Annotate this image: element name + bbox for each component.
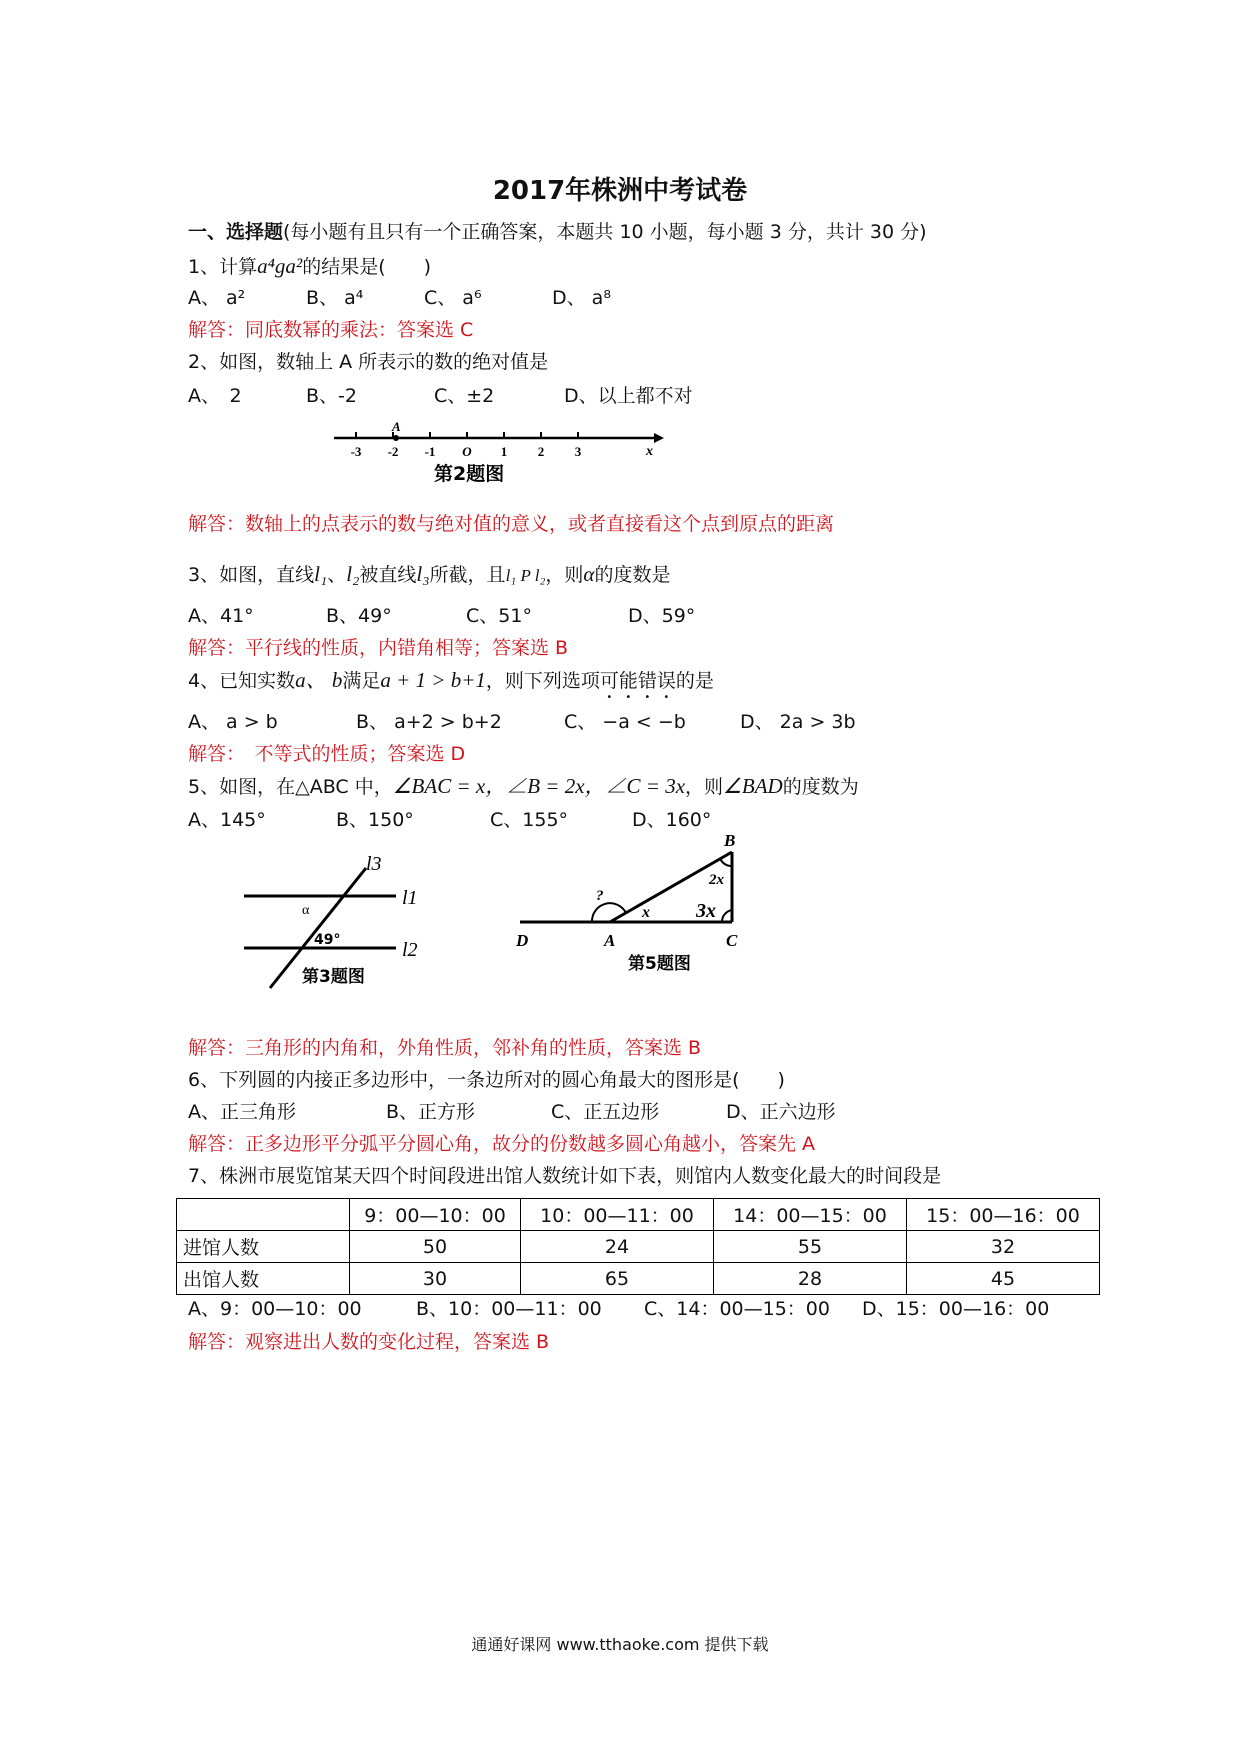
table-row-label: 出馆人数	[177, 1263, 350, 1295]
figure-2-caption: 第2题图	[434, 463, 505, 485]
q5-stem	[188, 774, 859, 799]
q2-answer: 解答：数轴上的点表示的数与绝对值的意义，或者直接看这个点到原点的距离	[188, 513, 835, 535]
q5-option-a: A、145°	[188, 809, 266, 831]
q6-stem: 6、下列圆的内接正多边形中，一条边所对的圆心角最大的图形是( )	[188, 1069, 785, 1091]
q3-option-a: A、41°	[188, 605, 254, 627]
label-3x: 3x	[696, 900, 716, 922]
q5-text-b: ，则	[685, 776, 724, 798]
table-row	[177, 1263, 1100, 1295]
figure-3-caption: 第3题图	[302, 967, 365, 987]
label-l2: l2	[402, 939, 418, 961]
q1-option-a: A、 a²	[188, 287, 246, 309]
q4-variables: a、 b	[295, 668, 343, 692]
table-cell: 55	[714, 1231, 907, 1263]
number-line-tick-label: -2	[387, 444, 399, 459]
section-heading	[188, 220, 927, 244]
q4-option-a: A、 a > b	[188, 711, 278, 733]
q3-parallel: l₁ P l₂	[505, 566, 546, 585]
number-line-tick-label: -1	[424, 444, 436, 459]
q6-option-b: B、正方形	[386, 1101, 476, 1123]
table-corner	[177, 1199, 350, 1231]
q1-answer: 解答：同底数幂的乘法：答案选 C	[188, 319, 474, 341]
figure-5-triangle	[508, 828, 768, 978]
label-l1: l1	[402, 887, 418, 909]
number-line-tick-label: 3	[574, 444, 582, 459]
q1-stem	[188, 254, 431, 279]
axis-x-label: x	[646, 444, 653, 459]
q3-options	[188, 604, 695, 628]
table-cell: 28	[714, 1263, 907, 1295]
q2-options	[188, 384, 693, 408]
q2-stem: 2、如图，数轴上 A 所表示的数的绝对值是	[188, 351, 549, 373]
section-note: (每小题有且只有一个正确答案，本题共 10 小题，每小题 3 分，共计 30 分)	[283, 221, 927, 243]
label-l3: l3	[366, 853, 382, 875]
table-cell: 24	[521, 1231, 714, 1263]
q4-answer: 解答： 不等式的性质；答案选 D	[188, 743, 466, 765]
number-line-tick-label: -3	[350, 444, 362, 459]
vertex-a: A	[604, 931, 616, 950]
vertex-b: B	[724, 831, 736, 850]
q2-option-d: D、以上都不对	[564, 385, 693, 407]
table-col-header: 9：00—10：00	[350, 1199, 521, 1231]
q3-text-c: 所截，且	[429, 564, 506, 586]
q3-line-l2: l₂	[346, 562, 360, 586]
page-title: 2017年株洲中考试卷	[492, 176, 748, 206]
q1-option-d: D、 a⁸	[552, 287, 611, 309]
label-2x: 2x	[709, 872, 724, 888]
q3-text-a: 3、如图，直线	[188, 564, 315, 586]
q7-option-c: C、14：00—15：00	[644, 1298, 830, 1320]
q5-answer: 解答：三角形的内角和，外角性质，邻补角的性质，答案选 B	[188, 1037, 702, 1059]
q3-text-e: 的度数是	[594, 564, 671, 586]
vertex-d: D	[516, 931, 529, 950]
label-question: ?	[596, 888, 604, 904]
q3-answer: 解答：平行线的性质，内错角相等；答案选 B	[188, 637, 569, 659]
q6-options	[188, 1100, 836, 1124]
q7-stem: 7、株洲市展览馆某天四个时间段进出馆人数统计如下表，则馆内人数变化最大的时间段是	[188, 1165, 942, 1187]
q3-line-l3: l₃	[416, 562, 430, 586]
footer-credit: 通通好课网 www.tthaoke.com 提供下载	[471, 1635, 769, 1654]
q1-option-b: B、 a⁴	[306, 287, 364, 309]
q7-option-a: A、9：00—10：00	[188, 1298, 362, 1320]
q3-option-d: D、59°	[628, 605, 696, 627]
q4-condition: a + 1 > b+1	[380, 668, 486, 692]
section-title: 一、选择题	[188, 221, 284, 243]
q4-text-d: 的是	[675, 670, 714, 692]
q4-stem	[188, 668, 714, 703]
q5-text-a: 5、如图，在△ABC 中，	[188, 776, 393, 798]
q2-option-b: B、-2	[306, 385, 357, 407]
q7-option-b: B、10：00—11：00	[416, 1298, 602, 1320]
table-cell: 65	[521, 1263, 714, 1295]
q2-option-c: C、±2	[434, 385, 495, 407]
number-line-tick-label: 1	[500, 444, 508, 459]
point-a-label: A	[392, 419, 401, 434]
q6-option-c: C、正五边形	[551, 1101, 660, 1123]
number-line-figure	[330, 418, 670, 490]
table-row	[177, 1231, 1100, 1263]
q7-option-d: D、15：00—16：00	[862, 1298, 1050, 1320]
table-header-row	[177, 1199, 1100, 1231]
number-line-tick-label: O	[462, 444, 472, 459]
q5-target: ∠BAD	[723, 774, 783, 798]
q4-option-b: B、 a+2 > b+2	[356, 711, 502, 733]
q2-option-a: A、 2	[188, 385, 242, 407]
q6-answer: 解答：正多边形平分弧平分圆心角，故分的份数越多圆心角越小，答案先 A	[188, 1133, 816, 1155]
q4-text-b: 满足	[342, 670, 381, 692]
table-cell: 45	[907, 1263, 1100, 1295]
table-col-header: 14：00—15：00	[714, 1199, 907, 1231]
table-row-label: 进馆人数	[177, 1231, 350, 1263]
q1-options	[188, 286, 611, 310]
q5-option-d: D、160°	[632, 809, 712, 831]
q5-option-c: C、155°	[490, 809, 569, 831]
q4-text-c: ，则下列选项	[485, 670, 600, 692]
q4-emphasis: 可能错误	[599, 670, 676, 692]
table-cell: 32	[907, 1231, 1100, 1263]
q1-suffix: 的结果是( )	[302, 256, 432, 278]
table-col-header: 15：00—16：00	[907, 1199, 1100, 1231]
q1-option-c: C、 a⁶	[424, 287, 482, 309]
table-col-header: 10：00—11：00	[521, 1199, 714, 1231]
vertex-c: C	[726, 931, 738, 950]
table-cell: 50	[350, 1231, 521, 1263]
label-alpha: α	[302, 903, 310, 918]
q3-stem	[188, 562, 670, 588]
q1-expression: a⁴ga²	[257, 254, 303, 278]
visitor-table	[176, 1198, 1100, 1295]
q3-text-b: 被直线	[359, 564, 417, 586]
label-x: x	[642, 904, 650, 921]
number-line-tick-label: 2	[537, 444, 545, 459]
figure-5-caption: 第5题图	[628, 954, 691, 974]
q6-option-d: D、正六边形	[726, 1101, 836, 1123]
q1-prefix: 1、计算	[188, 256, 258, 278]
label-49-degrees: 49°	[314, 932, 341, 948]
q3-option-c: C、51°	[466, 605, 532, 627]
q3-separator: 、	[327, 564, 347, 586]
q5-option-b: B、150°	[336, 809, 414, 831]
q7-answer: 解答：观察进出人数的变化过程，答案选 B	[188, 1331, 550, 1353]
q3-line-l1: l₁	[314, 562, 328, 586]
q4-options	[188, 710, 856, 734]
q4-option-c: C、 −a < −b	[564, 711, 686, 733]
table-cell: 30	[350, 1263, 521, 1295]
figure-3-parallel-lines	[236, 848, 436, 1000]
q5-text-c: 的度数为	[782, 776, 859, 798]
q3-text-d: ，则	[545, 564, 584, 586]
q6-option-a: A、正三角形	[188, 1101, 296, 1123]
q3-option-b: B、49°	[326, 605, 392, 627]
q5-condition: ∠BAC = x，∠B = 2x，∠C = 3x	[392, 774, 686, 798]
q7-options	[188, 1297, 1049, 1321]
q4-text-a: 4、已知实数	[188, 670, 296, 692]
q3-alpha: α	[583, 562, 595, 586]
q4-option-d: D、 2a > 3b	[740, 711, 856, 733]
